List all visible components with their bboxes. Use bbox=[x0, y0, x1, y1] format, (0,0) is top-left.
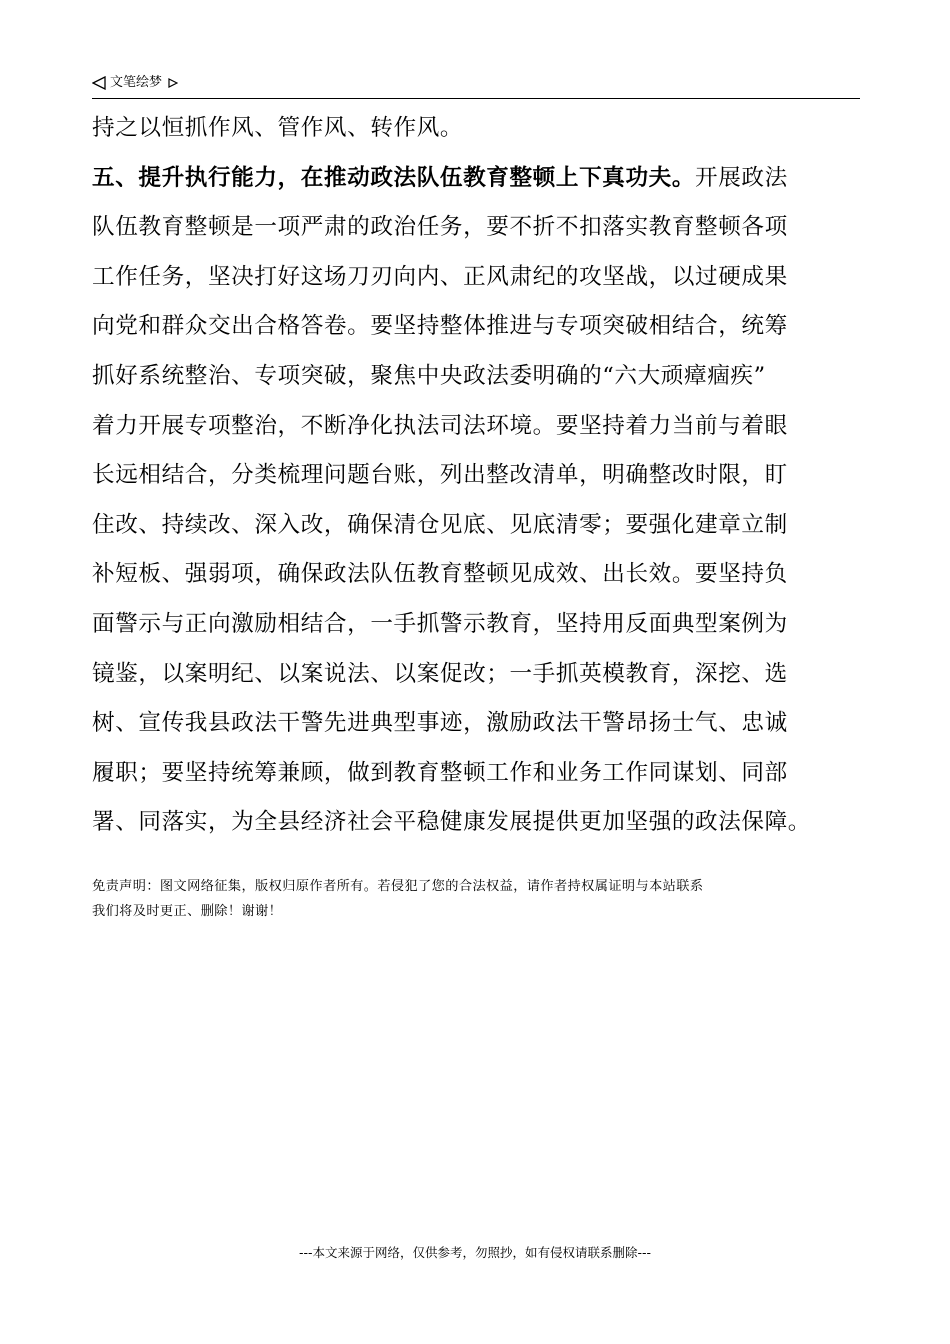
body-line: 持之以恒抓作风、管作风、转作风。 bbox=[92, 115, 464, 141]
body-line: 补短板、强弱项，确保政法队伍教育整顿见成效、出长效。要坚持负 bbox=[92, 561, 788, 588]
section-5-first-line bbox=[92, 154, 868, 204]
body-line: 树、宣传我县政法干警先进典型事迹，激励政法干警昂扬士气、忠诚 bbox=[92, 710, 788, 737]
body-line: 镜鉴，以案明纪、以案说法、以案促改；一手抓英模教育，深挖、选 bbox=[92, 660, 788, 687]
body-line: 履职；要坚持统筹兼顾，做到教育整顿工作和业务工作同谋划、同部 bbox=[92, 759, 788, 786]
body-line: 抓好系统整治、专项突破，聚焦中央政法委明确的“六大顽瘴痼疾” bbox=[92, 362, 766, 389]
body-line: 工作任务，坚决打好这场刀刃向内、正风肃纪的攻坚战，以过硬成果 bbox=[92, 263, 788, 290]
header-brand bbox=[92, 74, 178, 92]
body-line: 队伍教育整顿是一项严肃的政治任务，要不折不扣落实教育整顿各项 bbox=[92, 214, 788, 241]
disclaimer-line: 我们将及时更正、删除！谢谢！ bbox=[92, 904, 283, 919]
body-line: 着力开展专项整治，不断净化执法司法环境。要坚持着力当前与着眼 bbox=[92, 412, 788, 439]
triangle-right-icon bbox=[168, 78, 178, 88]
page-header bbox=[92, 72, 860, 99]
header-brand-label: 文笔绘梦 bbox=[110, 75, 163, 90]
disclaimer-line: 免责声明：图文网络征集，版权归原作者所有。若侵犯了您的合法权益，请作者持权属证明与本站联系 bbox=[92, 879, 704, 894]
body-line: 署、同落实，为全县经济社会平稳健康发展提供更加坚强的政法保障。 bbox=[92, 809, 812, 836]
body-line: 住改、持续改、深入改，确保清仓见底、见底清零；要强化建章立制 bbox=[92, 511, 788, 538]
body-line: 面警示与正向激励相结合，一手抓警示教育，坚持用反面典型案例为 bbox=[92, 610, 788, 637]
section-5-first-tail: 开展政法 bbox=[695, 164, 788, 191]
disclaimer bbox=[92, 874, 868, 924]
page-footer: ---本文来源于网络，仅供参考，勿照抄，如有侵权请联系删除--- bbox=[298, 1245, 652, 1260]
body-line: 向党和群众交出合格答卷。要坚持整体推进与专项突破相结合，统筹 bbox=[92, 313, 788, 340]
triangle-left-icon bbox=[92, 76, 106, 90]
document-body bbox=[92, 104, 868, 848]
body-line: 长远相结合，分类梳理问题台账，列出整改清单，明确整改时限，盯 bbox=[92, 462, 788, 489]
section-5-heading: 五、提升执行能力，在推动政法队伍教育整顿上下真功夫。 bbox=[92, 164, 696, 191]
